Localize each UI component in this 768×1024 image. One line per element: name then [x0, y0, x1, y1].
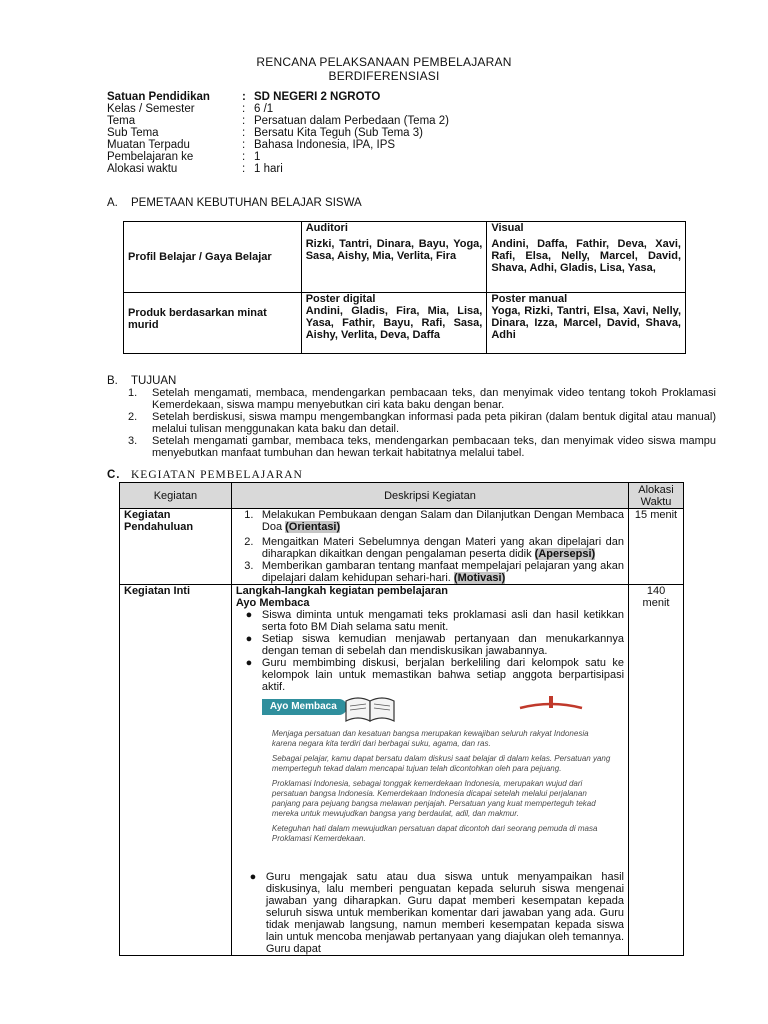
section-title: KEGIATAN PEMBELAJARAN — [131, 469, 303, 481]
title-line-2: BERDIFERENSIASI — [328, 69, 440, 83]
info-value: 1 — [254, 151, 261, 163]
deskripsi-header: Deskripsi Kegiatan — [231, 483, 628, 509]
info-colon: : — [242, 163, 246, 175]
info-value: 6 /1 — [254, 103, 274, 115]
excerpt-paragraph: Sebagai pelajar, kamu dapat bersatu dalam diskusi saat belajar di dalam kelas. Persatuan yang memperteguh tekad dalam mencapai tujuan telah dicontohkan oleh para pejuang. — [271, 754, 611, 773]
pendahuluan-time: 15 menit — [629, 509, 684, 585]
kegiatan-header: Kegiatan — [120, 483, 232, 509]
section-a-heading — [107, 197, 362, 209]
step-tag: (Apersepsi) — [534, 548, 596, 560]
info-label: Pembelajaran ke — [107, 151, 194, 163]
objectives-list — [128, 387, 716, 459]
bullet-icon: ● — [245, 609, 253, 621]
opening-step — [236, 560, 624, 584]
objective-item — [128, 387, 716, 411]
excerpt-paragraph: Menjaga persatuan dan kesatuan bangsa merupakan kewajiban seluruh rakyat Indonesia karena negara kita terdiri dari berbagai suku, agama, dan ras. — [271, 729, 589, 748]
section-title: PEMETAAN KEBUTUHAN BELAJAR SISWA — [131, 197, 362, 209]
section-letter: C. — [107, 469, 121, 481]
inti-subheading: Ayo Membaca — [235, 597, 310, 609]
objective-item — [128, 411, 716, 435]
auditori-students: Rizki, Tantri, Dinara, Bayu, Yoga, Sasa, Aishy, Mia, Verlita, Fira — [301, 238, 487, 293]
bullet-text: Siswa diminta untuk mengamati teks proklamasi asli dan hasil ketikkan serta foto BM Diah selama satu menit. — [261, 609, 625, 633]
info-value: Persatuan dalam Perbedaan (Tema 2) — [254, 115, 449, 127]
info-colon: : — [242, 139, 246, 151]
learning-mapping-table — [123, 221, 686, 354]
info-colon: : — [242, 91, 246, 103]
visual-header: Visual — [487, 222, 686, 239]
info-row — [107, 139, 449, 151]
bullet-icon: ● — [245, 633, 253, 645]
info-row — [107, 127, 449, 139]
pendahuluan-label: Kegiatan Pendahuluan — [120, 509, 232, 585]
activity-table — [119, 482, 684, 956]
step-number: 2. — [244, 536, 254, 548]
inti-description — [231, 585, 628, 956]
section-c-heading — [107, 469, 303, 481]
info-label: Kelas / Semester — [107, 103, 195, 115]
alokasi-header: Alokasi Waktu — [629, 483, 684, 509]
step-body — [262, 560, 624, 584]
objective-text: Setelah mengamati, membaca, mendengarkan pembacaan teks, dan menyimak video tentang tokoh Proklamasi Kemerdekaan, siswa mampu menyebutkan ciri kata baku dengan benar. — [152, 387, 716, 411]
document-title — [0, 55, 768, 83]
manual-poster-students: Yoga, Rizki, Tantri, Elsa, Xavi, Nelly, Dinara, Izza, Marcel, David, Shava, Adhi — [487, 305, 686, 354]
inti-bullet — [236, 609, 624, 633]
inti-bullet — [236, 633, 624, 657]
bullet-text: Guru mengajak satu atau dua siswa untuk menyampaikan hasil diskusinya, lalu memberi penguatan kepada seluruh siswa mengenai jawaban yang diharapkan. Guru dapat memberi kesempatan kepada seluruh siswa untuk memberikan komentar dari jawaban yang ada. Guru tidak menjawab langsung, namun memberi kesempatan kepada siswa lain untuk mencoba menjawab pertanyaan yang diajukan oleh temannya. Guru dapat — [265, 871, 625, 955]
product-label: Produk berdasarkan minat murid — [124, 293, 302, 354]
digital-poster-header: Poster digital — [301, 293, 487, 306]
identity-block — [107, 91, 449, 175]
info-label: Sub Tema — [107, 127, 159, 139]
info-value: 1 hari — [254, 163, 283, 175]
step-text: Melakukan Pembukaan dengan Salam dan Dilanjutkan Dengan Membaca Doa — [261, 509, 625, 533]
info-colon: : — [242, 127, 246, 139]
info-value: SD NEGERI 2 NGROTO — [254, 91, 381, 103]
inti-label: Kegiatan Inti — [120, 585, 232, 956]
info-row — [107, 163, 449, 175]
info-colon: : — [242, 151, 246, 163]
bookmark-ribbon-icon — [518, 696, 584, 712]
objective-number: 1. — [128, 387, 138, 399]
info-row — [107, 151, 449, 163]
info-label: Alokasi waktu — [107, 163, 178, 175]
excerpt-text — [272, 729, 614, 849]
inti-time: 140 menit — [629, 585, 684, 956]
step-tag: (Motivasi) — [453, 572, 506, 584]
step-text: Mengaitkan Materi Sebelumnya dengan Materi yang akan dipelajari dan diharapkan dikaitkan dengan pengalaman peserta didik — [261, 536, 625, 560]
step-body — [262, 536, 624, 560]
section-title: TUJUAN — [131, 375, 177, 387]
step-number: 1. — [244, 509, 254, 521]
opening-step — [236, 536, 624, 560]
textbook-excerpt-image — [236, 695, 624, 863]
info-row — [107, 115, 449, 127]
section-letter: A. — [107, 197, 118, 209]
info-colon: : — [242, 103, 246, 115]
info-row — [107, 91, 449, 103]
objective-item — [128, 435, 716, 459]
step-number: 3. — [244, 560, 254, 572]
excerpt-paragraph: Keteguhan hati dalam mewujudkan persatuan dapat dicontoh dari seorang pemuda di masa Proklamasi Kemerdekaan. — [271, 824, 598, 843]
opening-step — [236, 509, 624, 533]
info-row — [107, 103, 449, 115]
info-label: Tema — [107, 115, 136, 127]
step-body — [262, 509, 624, 533]
bullet-text: Setiap siswa kemudian menjawab pertanyaan dan menukarkannya dengan teman di sebelah dan mendiskusikan jawabannya. — [261, 633, 625, 657]
title-line-1: RENCANA PELAKSANAAN PEMBELAJARAN — [256, 55, 512, 69]
ayo-membaca-badge: Ayo Membaca — [262, 699, 347, 715]
objective-number: 3. — [128, 435, 138, 447]
info-label: Muatan Terpadu — [107, 139, 190, 151]
bullet-text: Guru membimbing diskusi, berjalan berkeliling dari kelompok satu ke kelompok lain untuk memastikan bahwa setiap anggota berpartisipasi aktif. — [261, 657, 625, 693]
section-b-heading — [107, 375, 176, 387]
info-value: Bahasa Indonesia, IPA, IPS — [254, 139, 396, 151]
auditori-header: Auditori — [301, 222, 487, 239]
info-label: Satuan Pendidikan — [107, 91, 210, 103]
profile-label: Profil Belajar / Gaya Belajar — [124, 222, 302, 293]
objective-text: Setelah berdiskusi, siswa mampu mengembangkan informasi pada peta pikiran (dalam bentuk digital atau manual) melalui tulisan menggunakan kata baku dan detail. — [152, 411, 716, 435]
inti-bullet — [236, 871, 624, 955]
open-book-icon — [342, 695, 398, 723]
section-letter: B. — [107, 375, 118, 387]
inti-bullet — [236, 657, 624, 693]
manual-poster-header: Poster manual — [487, 293, 686, 306]
visual-students: Andini, Daffa, Fathir, Deva, Xavi, Rafi, Elsa, Nelly, Marcel, David, Shava, Adhi, Gladis, Lisa, Yasa, — [487, 238, 686, 293]
excerpt-paragraph: Proklamasi Indonesia, sebagai tonggak kemerdekaan Indonesia, merupakan wujud dari persatuan bangsa Indonesia. Kemerdekaan Indonesia dicapai setelah melalui perjalanan panjang para pejuang bangsa melawan penjajah. Persatuan yang kuat memperteguh tekad mereka untuk mewujudkan bangsa yang berdaulat, adil, dan makmur. — [271, 779, 596, 818]
info-colon: : — [242, 115, 246, 127]
step-tag: (Orientasi) — [285, 521, 341, 533]
objective-text: Setelah mengamati gambar, membaca teks, mendengarkan pembacaan teks, dan menyimak video siswa mampu menyebutkan manfaat tumbuhan dan hewan terkait habitatnya melalui tabel. — [152, 435, 716, 459]
info-value: Bersatu Kita Teguh (Sub Tema 3) — [254, 127, 423, 139]
digital-poster-students: Andini, Gladis, Fira, Mia, Lisa, Yasa, Fathir, Bayu, Rafi, Sasa, Aishy, Verlita, Deva, Daffa — [301, 305, 487, 354]
inti-heading: Langkah-langkah kegiatan pembelajaran — [235, 585, 449, 597]
pendahuluan-description — [231, 509, 628, 585]
bullet-icon: ● — [245, 657, 253, 669]
bullet-icon: ● — [249, 871, 257, 883]
step-text: Memberikan gambaran tentang manfaat mempelajari pelajaran yang akan dipelajari dalam kehidupan sehari-hari. — [261, 560, 625, 584]
objective-number: 2. — [128, 411, 138, 423]
